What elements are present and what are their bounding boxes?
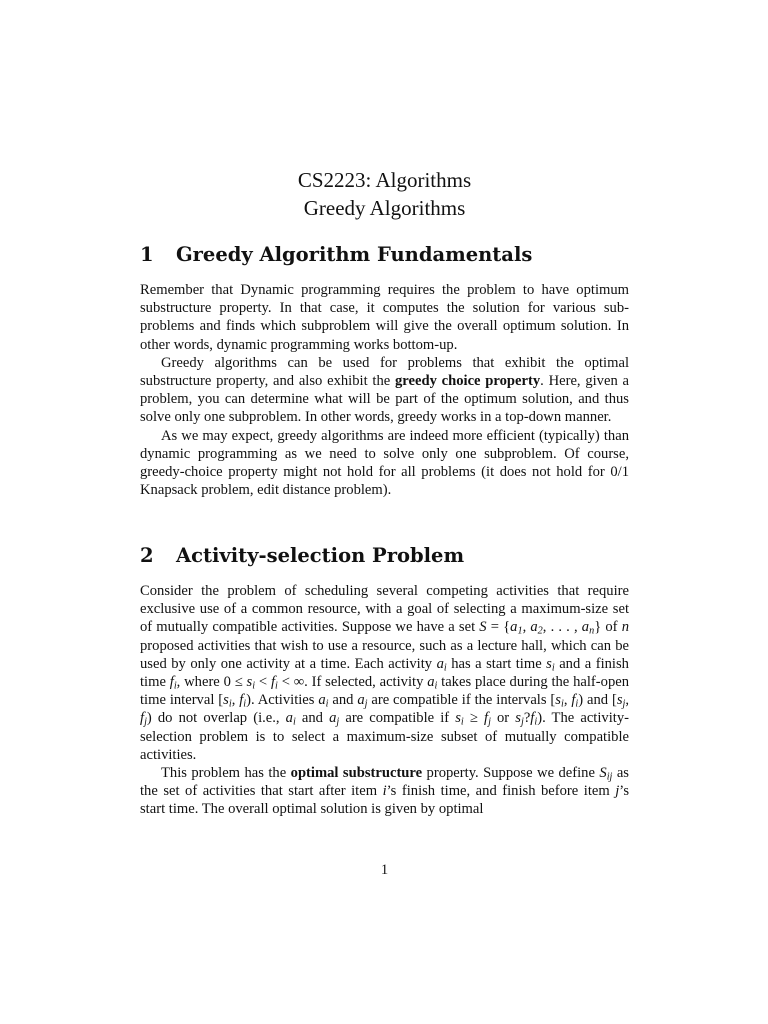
section-1-body	[140, 281, 629, 499]
math-set-s: $S = \{a_1$, $a_2$, . . . , $a_n$}	[479, 619, 602, 637]
section-2-paragraph-1: Consider the problem of scheduling several competing activities that require exclusive use of a common resource, with a goal of selecting a maximum-size set of mutually compatible activities. Suppose we have a set $S = \{a_1$, $a_2$, . . . , $a_n$} of n proposed activities that wish to use a resource, such as a lecture hall, which can be used by only one activity at a time. Each activity $a_i$ has a start time $s_i$ and a finish time $f_i$, where $0 \le s_i < f_i$ < ∞. If selected, activity $a_i$ takes place during the half-open time interval [$s_i$, $f_i$). Activities $a_i$ and $a_j$ are compatible if the intervals [$s_i$, $f_i$) and [$s_j$, $f_j$) do not overlap (i.e., $a_i$ and $a_j$ are compatible if $s_i \ge f_j$ or $s_j?f_i$). The activity-selection problem is to select a maximum-size subset of mutually compatible activities.	[140, 583, 630, 763]
greedy-choice-term: greedy choice property	[394, 373, 541, 390]
section-1-paragraph-1: Remember that Dynamic programming requires the problem to have optimum substructure property. In that case, it computes the solution for various sub-problems and finds which subproblem will give the overall optimum solution. In other words, dynamic programming works bottom-up.	[140, 282, 629, 353]
document-title	[140, 166, 629, 222]
section-1-title: Greedy Algorithm Fundamentals	[176, 243, 533, 266]
section-2-body	[140, 582, 629, 819]
section-2-paragraph-2: This problem has the optimal substructure property. Suppose we define $S_{ij}$ as the set of activities that start after item i’s finish time, and finish before item j’s start time. The overall optimal solution is given by optimal	[140, 765, 630, 818]
optimal-substructure-term: optimal substructure	[290, 765, 423, 782]
page-number: 1	[380, 862, 389, 878]
section-1-paragraph-2: Greedy algorithms can be used for problems that exhibit the optimal substructure property, and also exhibit the greedy choice property. Here, given a problem, you can determine what will be part of the optimum solution, and thus solve only one subproblem. In other words, greedy works in a top-down manner.	[140, 354, 629, 426]
lecture-title: Greedy Algorithms	[303, 196, 466, 220]
section-1-heading	[140, 243, 532, 267]
section-2-number: 2	[140, 544, 154, 567]
section-1-paragraph-3: As we may expect, greedy algorithms are indeed more efficient (typically) than dynamic programming as we need to solve only one subproblem. Of course, greedy-choice property might not hold for all problems (it does not hold for 0/1 Knapsack problem, edit distance problem).	[140, 427, 629, 499]
section-2-heading	[140, 544, 464, 568]
document-page	[140, 0, 629, 1024]
section-2-title: Activity-selection Problem	[176, 544, 465, 567]
course-title: CS2223: Algorithms	[297, 168, 472, 192]
section-1-number: 1	[140, 243, 154, 266]
